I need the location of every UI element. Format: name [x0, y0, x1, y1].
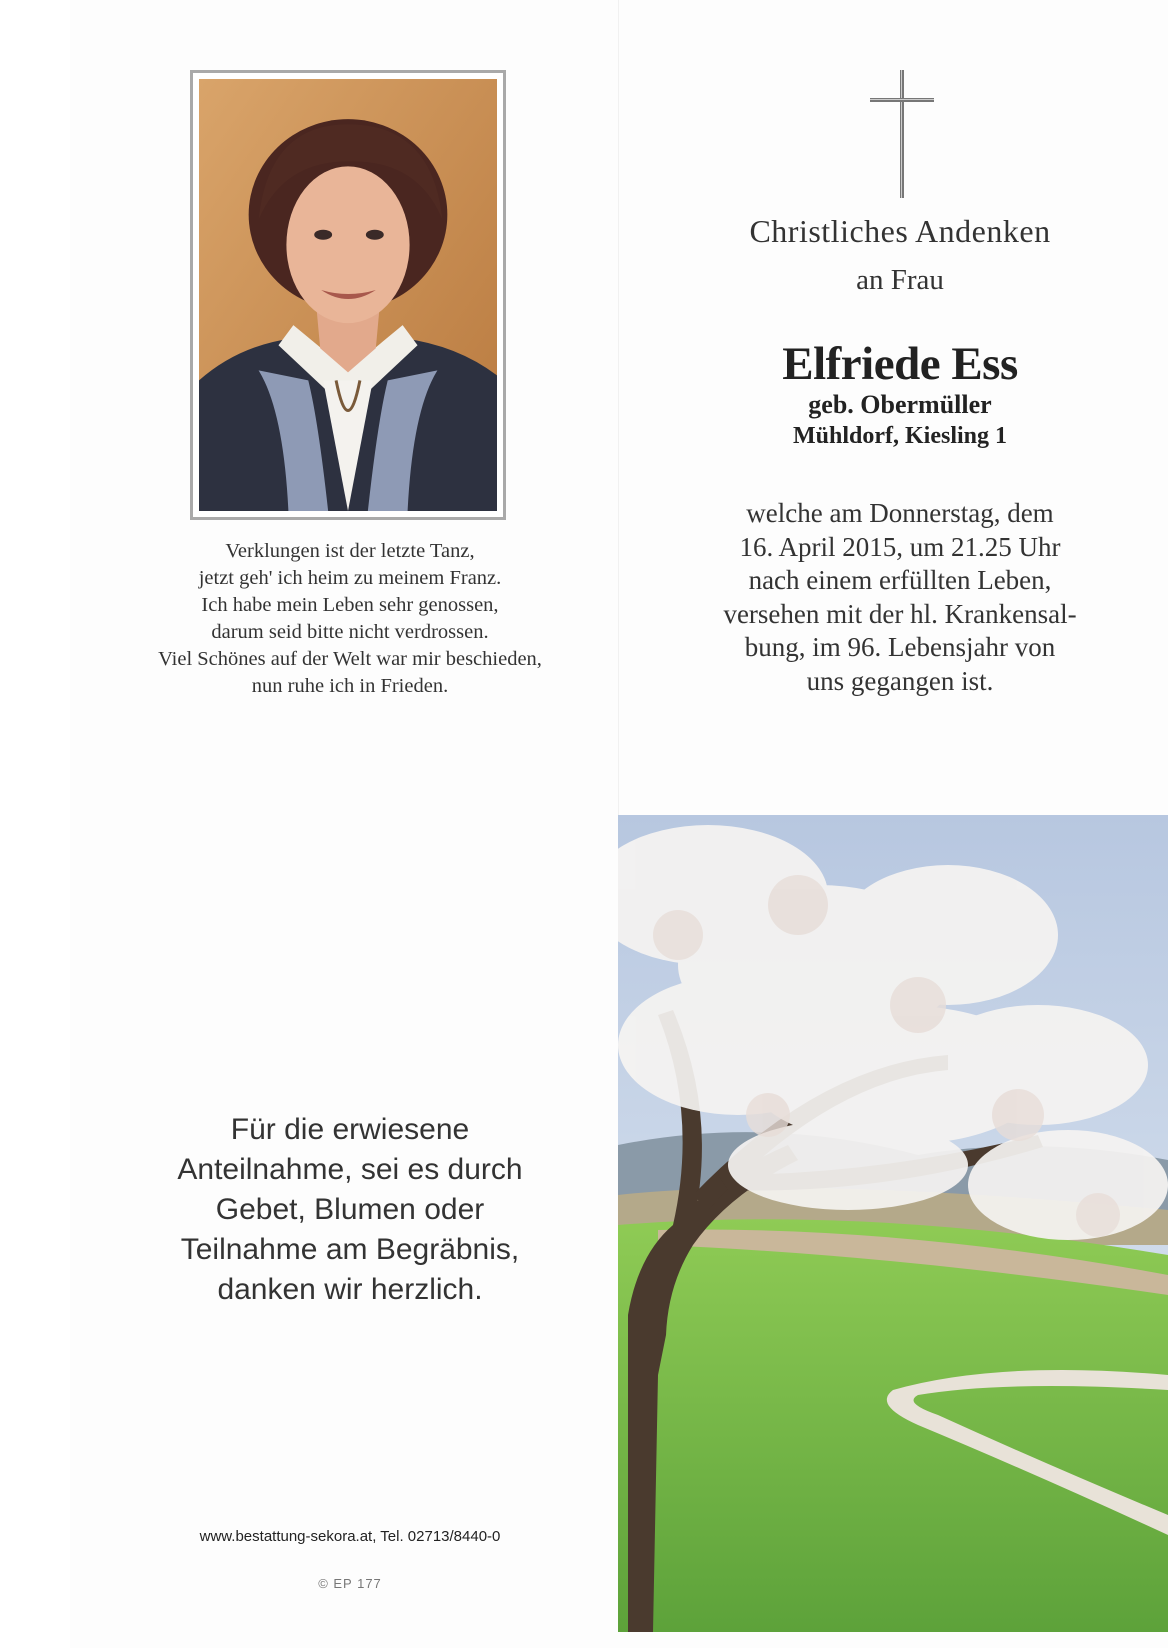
poem-line: Ich habe mein Leben sehr genossen,: [201, 594, 499, 616]
salutation: an Frau: [856, 264, 944, 296]
blossom-tree-landscape: [618, 815, 1168, 1632]
death-notice-line: 16. April 2015, um 21.25 Uhr: [739, 531, 1061, 562]
poem-line: Viel Schönes auf der Welt war mir beschieden,: [158, 648, 542, 670]
thanks-line: Für die erwiesene: [230, 1113, 470, 1146]
card-fold-line: [618, 0, 619, 815]
poem-line: Verklungen ist der letzte Tanz,: [225, 540, 475, 562]
thanks-line: Anteilnahme, sei es durch: [177, 1153, 523, 1186]
maiden-name: geb. Obermüller: [808, 390, 992, 419]
thanks-line: Teilnahme am Begräbnis,: [180, 1233, 520, 1266]
death-notice-line: welche am Donnerstag, dem: [746, 498, 1054, 528]
cross-icon: [870, 70, 934, 198]
poem-line: jetzt geh' ich heim zu meinem Franz.: [198, 567, 502, 589]
death-notice-line: nach einem erfüllten Leben,: [748, 565, 1052, 595]
thanks-line: danken wir herzlich.: [217, 1273, 483, 1306]
deceased-name: Elfriede Ess: [782, 338, 1018, 390]
thank-you-message: [140, 1110, 560, 1310]
poem-line: nun ruhe ich in Frieden.: [251, 675, 449, 697]
landscape-image: [618, 815, 1168, 1632]
portrait-photo: [190, 70, 506, 520]
death-notice: [700, 497, 1100, 698]
death-notice-line: uns gegangen ist.: [806, 665, 994, 696]
death-notice-line: bung, im 96. Lebensjahr von: [744, 632, 1056, 662]
memorial-poem: [130, 538, 570, 700]
copyright-notice: © EP 177: [318, 1576, 382, 1591]
residence: Mühldorf, Kiesling 1: [792, 423, 1008, 449]
thanks-line: Gebet, Blumen oder: [215, 1193, 485, 1226]
funeral-home-contact: www.bestattung-sekora.at, Tel. 02713/8440-0: [199, 1528, 501, 1545]
poem-line: darum seid bitte nicht verdrossen.: [211, 621, 489, 643]
portrait-image: [199, 79, 497, 511]
death-notice-line: versehen mit der hl. Krankensal-: [723, 598, 1077, 629]
memorial-heading: Christliches Andenken: [749, 213, 1051, 249]
